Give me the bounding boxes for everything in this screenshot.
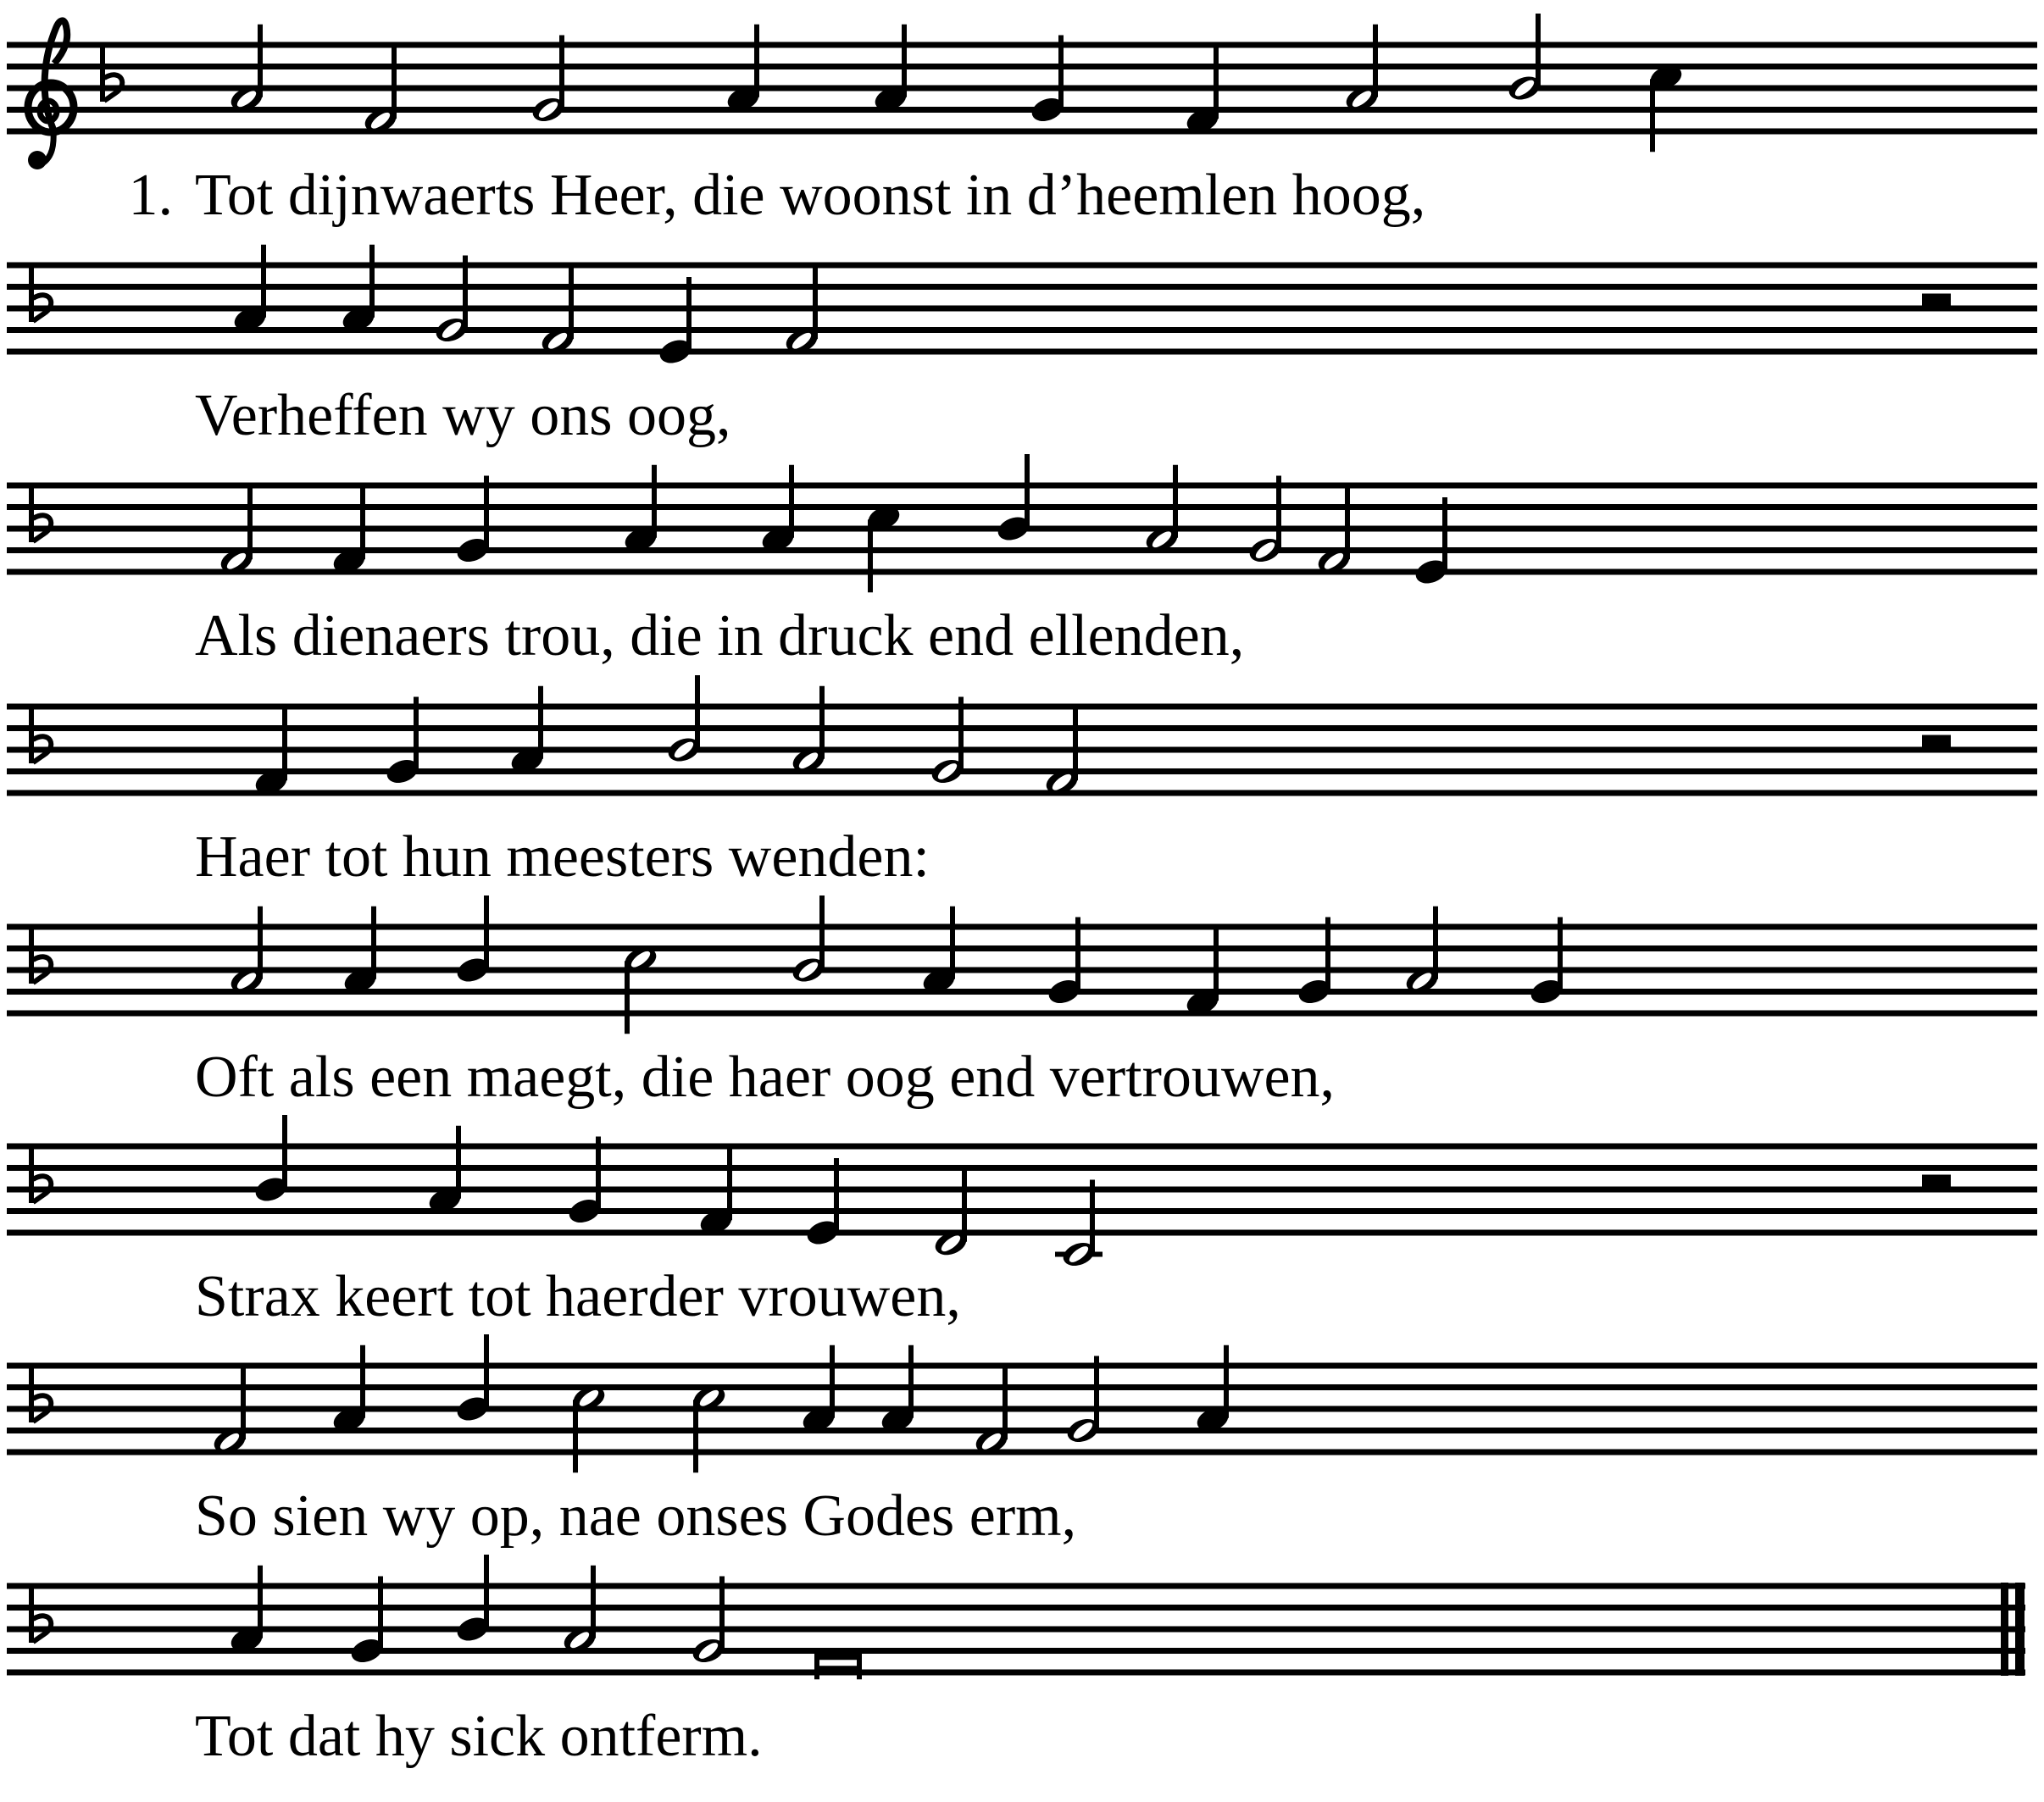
note-g4-quarter <box>348 1577 386 1666</box>
note-g4-quarter <box>566 1137 603 1227</box>
note-stem <box>1094 1356 1099 1429</box>
note-g4-half <box>690 1577 727 1666</box>
staff-line <box>7 1428 2037 1433</box>
flat-sign-icon <box>29 925 51 984</box>
note-bb4-quarter <box>454 1334 492 1424</box>
note-stem <box>596 1137 601 1210</box>
flat-sign-icon <box>29 1584 51 1643</box>
note-stem <box>727 1147 732 1220</box>
note-g4-quarter <box>1029 36 1066 125</box>
verse-number: 1. <box>128 163 173 228</box>
note-stem <box>1025 454 1030 527</box>
staff-line <box>7 790 2037 796</box>
note-bb4-quarter <box>454 1555 492 1644</box>
lyric-text: Verheffen wy ons oog, <box>195 383 731 448</box>
staff-lines <box>7 263 2037 355</box>
flat-sign-icon <box>29 484 51 542</box>
note-stem <box>456 1126 461 1199</box>
note-stem <box>414 697 419 770</box>
note-g4-quarter <box>384 697 421 787</box>
note-stem <box>789 465 794 538</box>
note-stem <box>754 25 759 97</box>
flat-sign-icon <box>29 263 51 322</box>
note-bb4-half <box>665 675 703 765</box>
note-stem <box>569 266 574 339</box>
note-e4-quarter <box>657 277 694 367</box>
note-stem <box>686 277 692 350</box>
staff-lines <box>7 42 2037 135</box>
note-stem <box>1090 1180 1095 1253</box>
whole-rest <box>1922 1175 1951 1187</box>
note-stem <box>282 1115 287 1188</box>
staff-line <box>7 1627 2025 1633</box>
note-stem <box>868 519 873 592</box>
note-g4-half <box>1064 1356 1102 1446</box>
staff-line <box>7 1363 2037 1369</box>
note-stem <box>625 961 630 1034</box>
note-stem <box>360 486 365 559</box>
note-stem <box>813 266 818 339</box>
note-g4-half <box>433 256 470 346</box>
staff-line <box>7 1230 2037 1236</box>
note-stem <box>1373 25 1378 97</box>
note-stem <box>371 907 376 979</box>
note-stem <box>484 476 489 549</box>
note-stem <box>360 1345 365 1418</box>
note-stem <box>819 686 825 759</box>
note-stem <box>258 1566 263 1638</box>
staff-line <box>7 1384 2037 1390</box>
note-stem <box>573 1400 578 1472</box>
lyric-line-8 <box>195 1704 763 1769</box>
staff-line <box>7 64 2037 69</box>
note-stem <box>484 895 489 968</box>
staff-line <box>7 42 2037 48</box>
note-g4-half <box>530 36 567 125</box>
note-stem <box>247 486 253 559</box>
note-stem <box>1075 918 1080 990</box>
staff-line <box>7 1648 2025 1654</box>
staff-line <box>7 1670 2025 1676</box>
note-stem <box>1003 1367 1008 1439</box>
note-stem <box>1433 907 1438 979</box>
note-stem <box>1442 497 1447 570</box>
note-stem <box>484 1334 489 1407</box>
staff-line <box>7 1406 2037 1412</box>
note-stem <box>258 25 263 97</box>
note-stem <box>1325 918 1330 990</box>
note-stem <box>484 1555 489 1627</box>
note-stem <box>719 1577 725 1650</box>
note-stem <box>1650 79 1655 152</box>
note-stem <box>962 1169 967 1242</box>
note-stem <box>1073 707 1078 780</box>
whole-rest <box>1922 735 1951 747</box>
lyric-text: Haer tot hun meesters wenden: <box>195 824 930 890</box>
note-stem <box>369 245 375 318</box>
staff-lines <box>7 704 2037 796</box>
staff-line <box>7 349 2037 355</box>
note-bb4-half <box>1506 14 1543 103</box>
note-g4-quarter <box>454 476 492 566</box>
staff-line <box>7 107 2037 113</box>
lyric-line-4 <box>195 824 930 890</box>
staff-line <box>7 569 2037 575</box>
staff-line <box>7 725 2037 731</box>
lyric-line-1 <box>128 163 1426 228</box>
note-g4-half <box>1247 476 1284 566</box>
note-stem <box>902 25 907 97</box>
note-stem <box>1276 476 1281 549</box>
lyric-line-6 <box>195 1264 961 1329</box>
staff-line <box>7 989 2037 995</box>
note-stem <box>1224 1345 1229 1418</box>
note-stem <box>392 46 397 119</box>
staff-line <box>7 968 2037 973</box>
staff-lines <box>7 1144 2037 1236</box>
staff-lines <box>7 1363 2037 1455</box>
note-g4-quarter <box>1528 918 1565 1007</box>
note-c4-half <box>1055 1180 1103 1270</box>
note-stem <box>958 697 964 770</box>
staff-lines <box>7 1583 2025 1676</box>
note-stem <box>652 465 657 538</box>
note-stem <box>258 907 263 979</box>
note-g4-quarter <box>1296 918 1333 1007</box>
staff-line <box>7 263 2037 269</box>
staff-line <box>7 1605 2025 1611</box>
flat-sign-icon <box>100 43 122 102</box>
staff-line <box>7 504 2037 510</box>
note-stem <box>1214 46 1219 119</box>
note-stem <box>693 1400 698 1472</box>
flat-sign-icon <box>29 705 51 763</box>
lyric-text: Strax keert tot haerder vrouwen, <box>195 1264 961 1329</box>
staff-line <box>7 1450 2037 1455</box>
staff-line <box>7 768 2037 774</box>
note-e4-quarter <box>1413 497 1450 587</box>
note-stem <box>1345 486 1350 559</box>
note-stem <box>695 675 700 748</box>
lyric-text: Als dienaers trou, die in druck end ellenden, <box>195 603 1245 668</box>
whole-rest <box>1922 294 1951 306</box>
note-stem <box>819 895 825 968</box>
staff-line <box>7 129 2037 135</box>
staff-line <box>7 86 2037 91</box>
note-stem <box>591 1566 596 1638</box>
note-stem <box>282 707 287 780</box>
flat-sign-icon <box>29 1145 51 1203</box>
staff-line <box>7 327 2037 333</box>
lyric-text: Oft als een maegt, die haer oog end vertrouwen, <box>195 1045 1336 1110</box>
note-stem <box>261 245 266 318</box>
lyric-line-2 <box>195 383 731 448</box>
staff-line <box>7 924 2037 930</box>
flat-sign-icon <box>29 1364 51 1422</box>
note-stem <box>1558 918 1563 990</box>
lyric-line-5 <box>195 1045 1336 1110</box>
staff-lines <box>7 924 2037 1017</box>
staff-line <box>7 945 2037 951</box>
staff-line <box>7 483 2037 489</box>
note-g4-quarter <box>1046 918 1083 1007</box>
note-bb4-half <box>790 895 827 985</box>
lyric-text: So sien wy op, nae onses Godes erm, <box>195 1483 1077 1549</box>
staff-line <box>7 547 2037 553</box>
note-e4-quarter <box>804 1158 841 1248</box>
staff-line <box>7 306 2037 312</box>
staff-line <box>7 284 2037 290</box>
lyric-text: Tot dijnwaerts Heer, die woonst in d’heemlen hoog, <box>195 163 1426 228</box>
note-stem <box>830 1345 835 1418</box>
staff-line <box>7 1144 2037 1150</box>
note-g4-half <box>929 697 966 787</box>
note-stem <box>559 36 564 108</box>
staff-line <box>7 1208 2037 1214</box>
staff-line <box>7 1165 2037 1171</box>
note-stem <box>908 1345 914 1418</box>
note-stem <box>1214 928 1219 1001</box>
note-stem <box>834 1158 839 1231</box>
lyric-text: Tot dat hy sick ontferm. <box>195 1704 763 1769</box>
staff-line <box>7 704 2037 710</box>
staff-line <box>7 1187 2037 1193</box>
staff-line <box>7 1011 2037 1017</box>
note-stem <box>1536 14 1541 86</box>
staff-line <box>7 747 2037 753</box>
note-stem <box>463 256 468 329</box>
note-bb4-quarter <box>995 454 1032 544</box>
note-stem <box>1173 465 1178 538</box>
staff-line <box>7 1583 2025 1589</box>
lyric-line-3 <box>195 603 1245 668</box>
note-stem <box>950 907 955 979</box>
note-stem <box>538 686 543 759</box>
note-bb4-quarter <box>253 1115 290 1205</box>
note-stem <box>378 1577 383 1650</box>
note-stem <box>1058 36 1064 108</box>
note-bb4-quarter <box>454 895 492 985</box>
lyric-line-7 <box>195 1483 1077 1549</box>
note-stem <box>241 1367 246 1439</box>
